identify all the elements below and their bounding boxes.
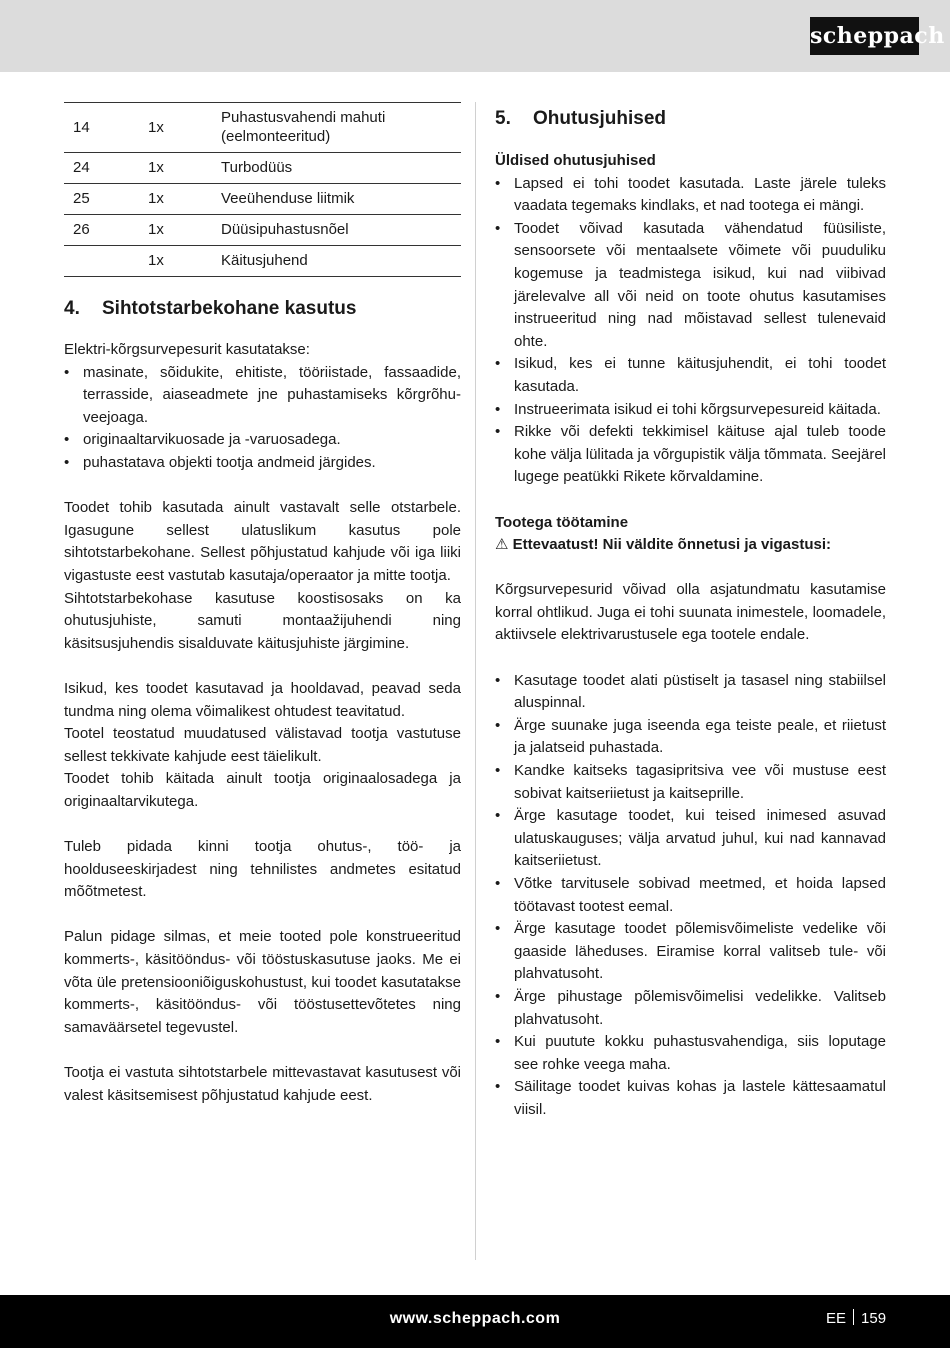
list-item: • Säilitage toodet kuivas kohas ja lastele kättesaamatul viisil. — [495, 1076, 886, 1121]
list-item: • Rikke või defekti tekkimisel käituse ajal tuleb toode kohe välja lülitada ja võrgupistik välja tõmmata. Seejärel lugege peatükki Rikete kõrvaldamine. — [495, 421, 886, 489]
list-item: • Võtke tarvitusele sobivad meetmed, et hoida lapsed töötavast tootest eemal. — [495, 873, 886, 918]
paragraph: Toodet tohib kasutada ainult vastavalt selle otstarbele. Igasugune sellest ulatuslikum kasutus pole sihtotstarbekohane. Sellest põhjustatud kahjude või iga liiki vigastuste eest vastutab kasutaja/operaator ja mitte tootja. — [64, 499, 461, 584]
list-item: • Kasutage toodet alati püstiselt ja tasasel ning stabiilsel aluspinnal. — [495, 670, 886, 715]
parts-table — [64, 102, 461, 277]
list-item: • Isikud, kes ei tunne käitusjuhendit, ei tohi toodet kasutada. — [495, 353, 886, 398]
part-qty: 1x — [148, 184, 221, 215]
list-item: • Ärge pihustage põlemisvõimelisi vedelikke. Valitseb plahvatusoht. — [495, 986, 886, 1031]
part-desc: Puhastusvahendi mahuti (eelmonteeritud) — [221, 103, 461, 153]
left-column — [64, 102, 461, 1107]
paragraph: Isikud, kes toodet kasutavad ja hooldavad, peavad seda tundma ning olema võimalikest ohtudest teavitatud. — [64, 679, 461, 720]
part-desc: Käitusjuhend — [221, 246, 461, 277]
paragraph: Sihtotstarbekohase kasutuse koostisosaks on ka ohutusjuhiste, samuti montaažijuhendi ning käsitsusjuhendis sisalduvate käitusjuhiste järgimine. — [64, 589, 461, 652]
section-title: Sihtotstarbekohane kasutus — [102, 298, 357, 319]
list-item: • Ärge kasutage toodet, kui teised inimesed asuvad ulatuskauguses; välja arvatud juhul, kui nad kannavad kaitseriietust. — [495, 805, 886, 873]
table-row — [64, 184, 461, 215]
subheading: Tootega töötamine — [495, 513, 629, 531]
website-link[interactable]: www.scheppach.com — [389, 1310, 561, 1327]
paragraph: Tootja ei vastuta sihtotstarbele mittevastavat kasutusest või valest käsitsemisest põhjustatud kahjude eest. — [64, 1064, 461, 1104]
part-number: 24 — [64, 153, 148, 184]
list-item: • masinate, sõidukite, ehitiste, tööriistade, fassaadide, terrasside, aiaseadmete jne puhastamiseks kõrgrõhu-veejoaga. — [64, 362, 461, 430]
language-code: EE — [826, 1310, 847, 1327]
subheading: Üldised ohutusjuhised — [495, 152, 656, 169]
section-title: Ohutusjuhised — [533, 108, 666, 129]
part-qty: 1x — [148, 246, 221, 277]
section-4-heading — [64, 297, 461, 321]
column-divider — [475, 102, 476, 1260]
part-desc: Turbodüüs — [221, 153, 461, 184]
list-item: • Kandke kaitseks tagasipritsiva vee või mustuse eest sobivat kaitseriietust ja kaitseprille. — [495, 760, 886, 805]
footer-bar — [0, 1295, 950, 1348]
table-row — [64, 215, 461, 246]
section-number: 5. — [495, 108, 511, 129]
list-item: • Ärge suunake juga iseenda ega teiste peale, et riietust ja jalatseid puhastada. — [495, 715, 886, 760]
paragraph: Tuleb pidada kinni tootja ohutus-, töö- ja hooldusееskirjadest ning tehnilistes andmetes esitatud mõõtmetest. — [64, 838, 461, 901]
right-column — [495, 102, 886, 1122]
table-row — [64, 246, 461, 277]
warning-line: ⚠ Ettevaatust! Nii väldite õnnetusi ja vigastusi: — [495, 536, 832, 554]
list-item: • Lapsed ei tohi toodet kasutada. Laste järele tuleks vaadata tegemaks kindlaks, et nad tootega ei mängi. — [495, 173, 886, 218]
list-item: • Kui puutute kokku puhastusvahendiga, siis loputage see rohke veega maha. — [495, 1031, 886, 1076]
part-number: 25 — [64, 184, 148, 215]
paragraph: Kõrgsurvepesurid võivad olla asjatundmatu kasutamise korral ohtlikud. Juga ei tohi suunata inimestele, loomadele, aktiivsele elektrivarustusele ega tootele endale. — [495, 581, 886, 644]
list-item: • Instrueerimata isikud ei tohi kõrgsurvepesureid käitada. — [495, 399, 886, 422]
part-desc: Düüsipuhastusnõel — [221, 215, 461, 246]
paragraph: Tootel teostatud muudatused välistavad tootja vastutuse sellest tekkivate kahjude eest täielikult. — [64, 725, 461, 765]
part-qty: 1x — [148, 153, 221, 184]
part-number: 26 — [64, 215, 148, 246]
table-row — [64, 103, 461, 153]
safety-list-general — [495, 173, 886, 489]
paragraph: Palun pidage silmas, et meie tooted pole konstrueeritud kommerts-, käsitööndus- või tööstuskasutuse jaoks. Me ei võta üle pretensioonіõiguskohustust, kui toodet kasutatakse kommerts-, käsitööndus- või tööstusettevõtetes ning samaväärsetel tegevustel. — [64, 928, 461, 1036]
part-number — [64, 246, 148, 277]
separator — [853, 1309, 854, 1325]
part-desc: Veeühenduse liitmik — [221, 184, 461, 215]
section-number: 4. — [64, 298, 80, 319]
paragraph: Toodet tohib käitada ainult tootja originaalosadega ja originaaltarvikutega. — [64, 770, 461, 810]
list-item: • Toodet võivad kasutada vähendatud füüsiliste, sensoorsete või mentaalsete võimete või puuduliku kogemuse ja teadmistega isikud, kui nad viibivad järelevalve all või neid on toote ohutus kasutamises instrueeritud ning nad mõistavad sellest tulenevaid ohte. — [495, 218, 886, 354]
page-number: 159 — [861, 1310, 887, 1327]
section-5-heading — [495, 107, 886, 131]
header-bar — [0, 0, 950, 72]
brand-logo: scheppach — [810, 17, 919, 55]
part-number: 14 — [64, 103, 148, 153]
safety-list-operation — [495, 670, 886, 1122]
list-item: • puhastatava objekti tootja andmeid järgides. — [64, 452, 461, 475]
part-qty: 1x — [148, 103, 221, 153]
page-info — [826, 1295, 886, 1343]
part-qty: 1x — [148, 215, 221, 246]
intro-text: Elektri-kõrgsurvepesurit kasutatakse: — [64, 341, 310, 358]
list-item: • originaaltarvikuosade ja -varuosadega. — [64, 429, 461, 452]
usage-list — [64, 362, 461, 475]
table-row — [64, 153, 461, 184]
list-item: • Ärge kasutage toodet põlemisvõimeliste vedelike või gaaside läheduses. Eiramise korral valitseb tule- või plahvatusoht. — [495, 918, 886, 986]
